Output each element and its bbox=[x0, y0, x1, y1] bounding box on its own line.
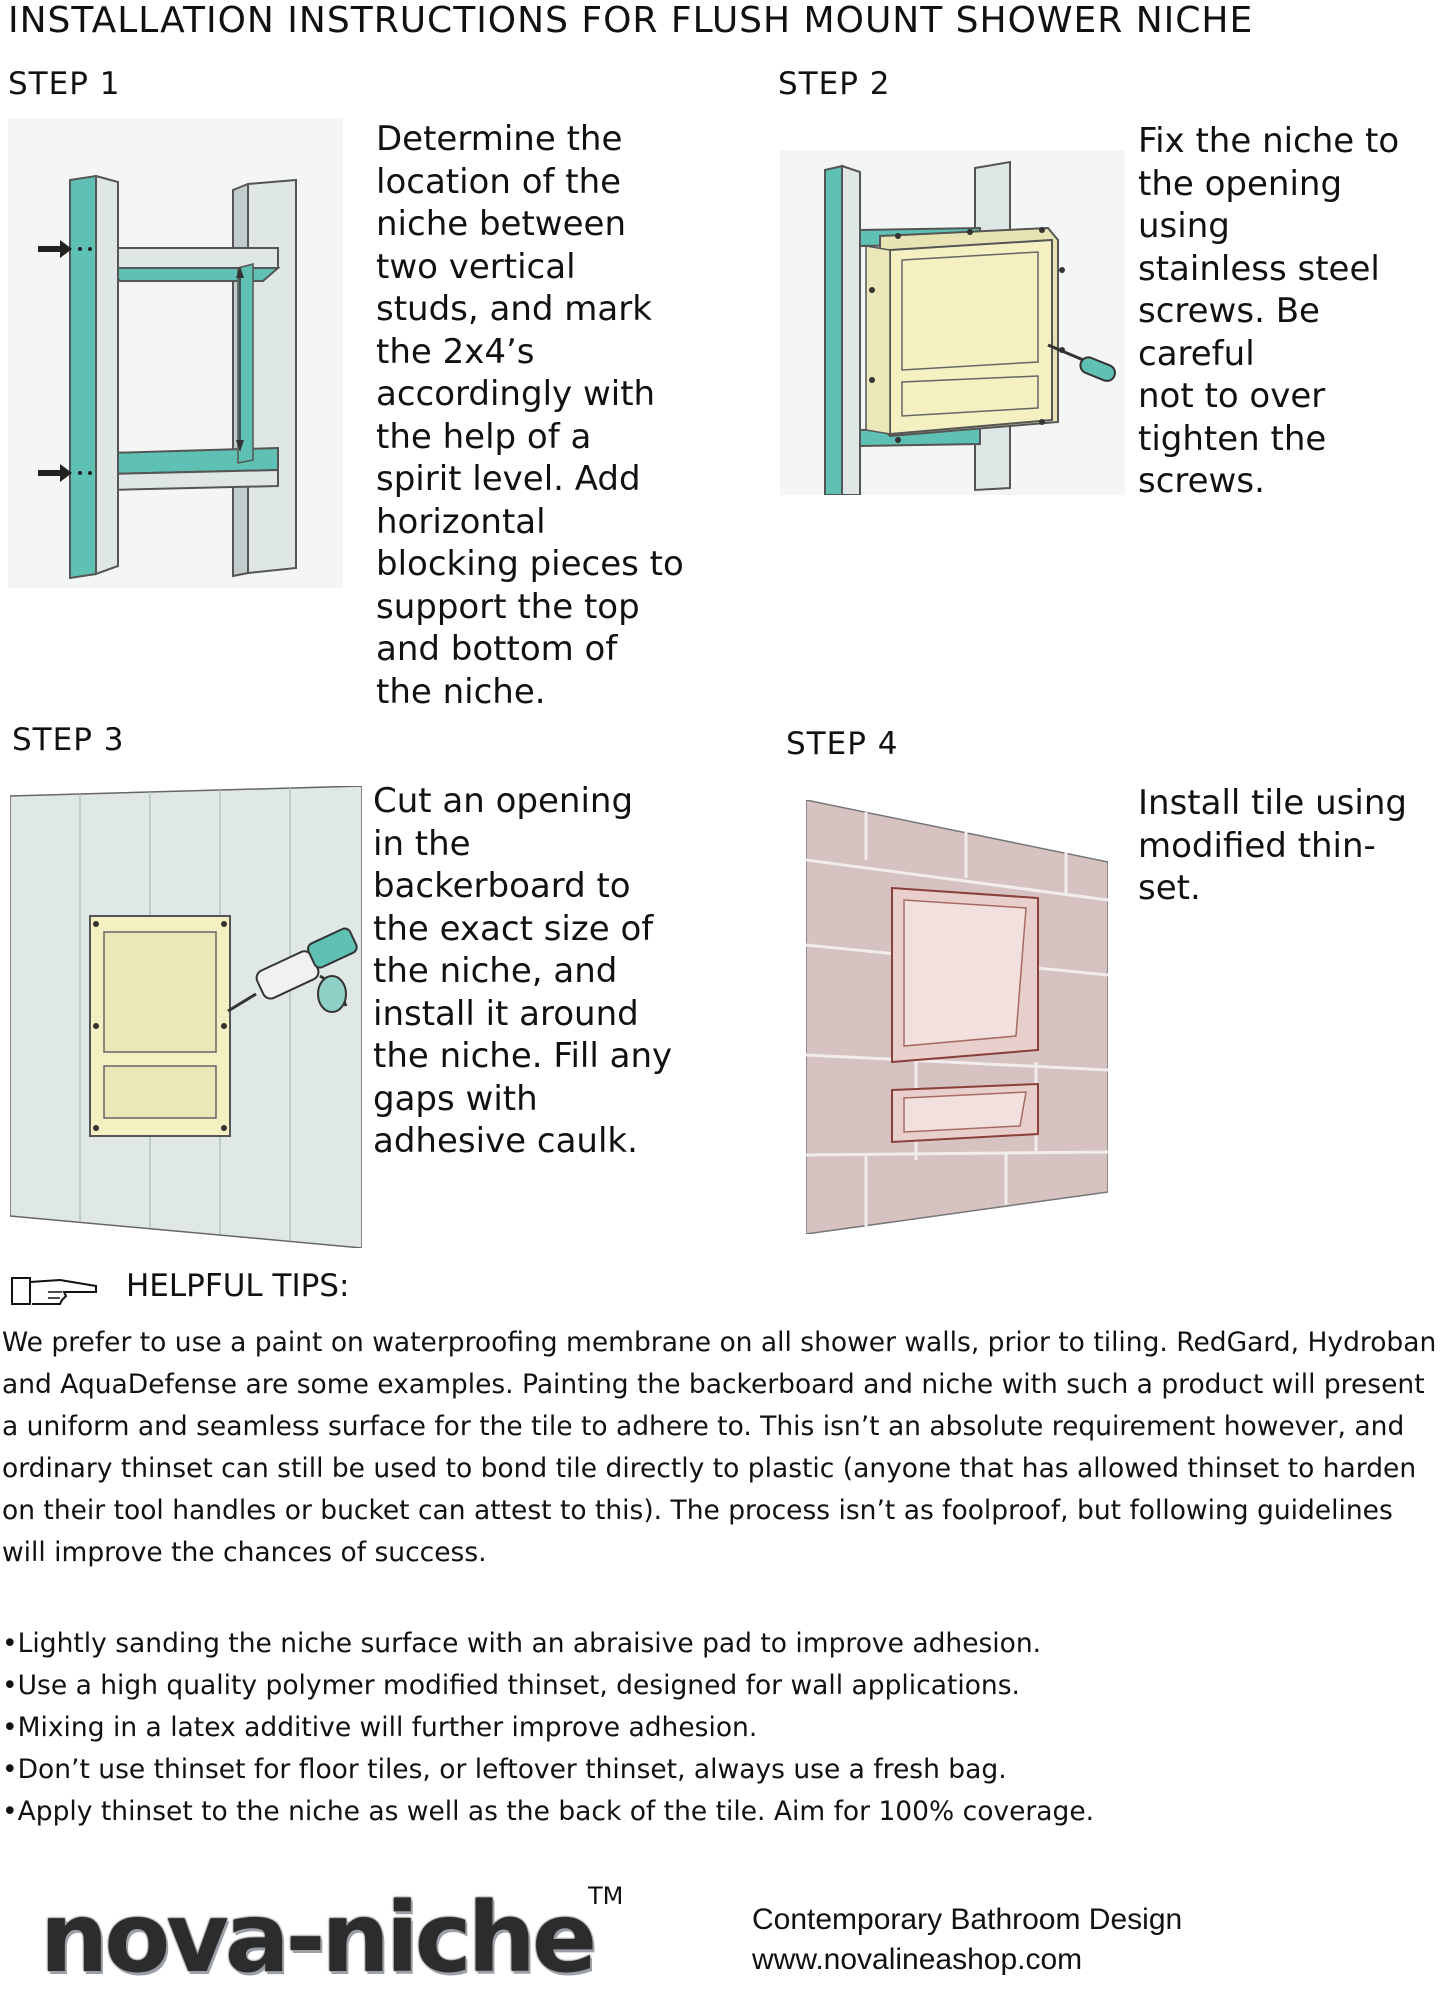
step-2-label: STEP 2 bbox=[778, 66, 891, 102]
tips-heading: HELPFUL TIPS: bbox=[126, 1268, 350, 1304]
step-2-text: Fix the niche to the opening using stainless steel screws. Be careful not to over tighten the screws. bbox=[1138, 121, 1400, 501]
step-2-illustration bbox=[780, 150, 1125, 495]
step-4-label: STEP 4 bbox=[786, 726, 899, 762]
page-title: INSTALLATION INSTRUCTIONS FOR FLUSH MOUNT SHOWER NICHE bbox=[8, 0, 1254, 41]
tips-paragraph: We prefer to use a paint on waterproofing membrane on all shower walls, prior to tiling. RedGard, Hydroban and AquaDefense are some examples. Painting the backerboard and niche with such a product will present a uniform and seamless surface for the tile to adhere to. This isn’t an absolute requirement however, and ordinary thinset can still be used to bond tile directly to plastic (anyone that has allowed thinset to harden on their tool handles or bucket can attest to this). The process isn’t as foolproof, but following guidelines will improve the chances of success. bbox=[2, 1327, 1437, 1568]
list-item: • Use a high quality polymer modified thinset, designed for wall applications. bbox=[2, 1665, 1440, 1707]
step-3-illustration bbox=[10, 786, 362, 1248]
step-1-illustration bbox=[8, 118, 343, 588]
trademark-mark: TM bbox=[588, 1882, 624, 1910]
tips-bullet-list bbox=[2, 1623, 1440, 1833]
website-link[interactable]: www.novalineashop.com bbox=[752, 1943, 1083, 1976]
step-3-label: STEP 3 bbox=[12, 722, 125, 758]
step-4-illustration bbox=[806, 800, 1108, 1234]
list-item: • Apply thinset to the niche as well as the back of the tile. Aim for 100% coverage. bbox=[2, 1791, 1440, 1833]
footer-tagline bbox=[752, 1900, 1182, 1980]
brand-logo: nova-niche bbox=[40, 1882, 594, 1994]
pointing-hand-icon bbox=[8, 1270, 100, 1312]
step-1-label: STEP 1 bbox=[8, 66, 121, 102]
list-item: • Mixing in a latex additive will further improve adhesion. bbox=[2, 1707, 1440, 1749]
list-item: • Lightly sanding the niche surface with an abraisive pad to improve adhesion. bbox=[2, 1623, 1440, 1665]
step-1-text: Determine the location of the niche between two vertical studs, and mark the 2x4’s accordingly with the help of a spirit level. Add horizontal blocking pieces to support the top and bottom of the niche. bbox=[376, 119, 684, 712]
tagline-text: Contemporary Bathroom Design bbox=[752, 1903, 1183, 1936]
list-item: • Don’t use thinset for floor tiles, or leftover thinset, always use a fresh bag. bbox=[2, 1749, 1440, 1791]
step-3-text: Cut an opening in the backerboard to the exact size of the niche, and install it around the niche. Fill any gaps with adhesive caulk. bbox=[373, 781, 673, 1161]
step-4-text: Install tile using modified thin- set. bbox=[1138, 783, 1407, 908]
